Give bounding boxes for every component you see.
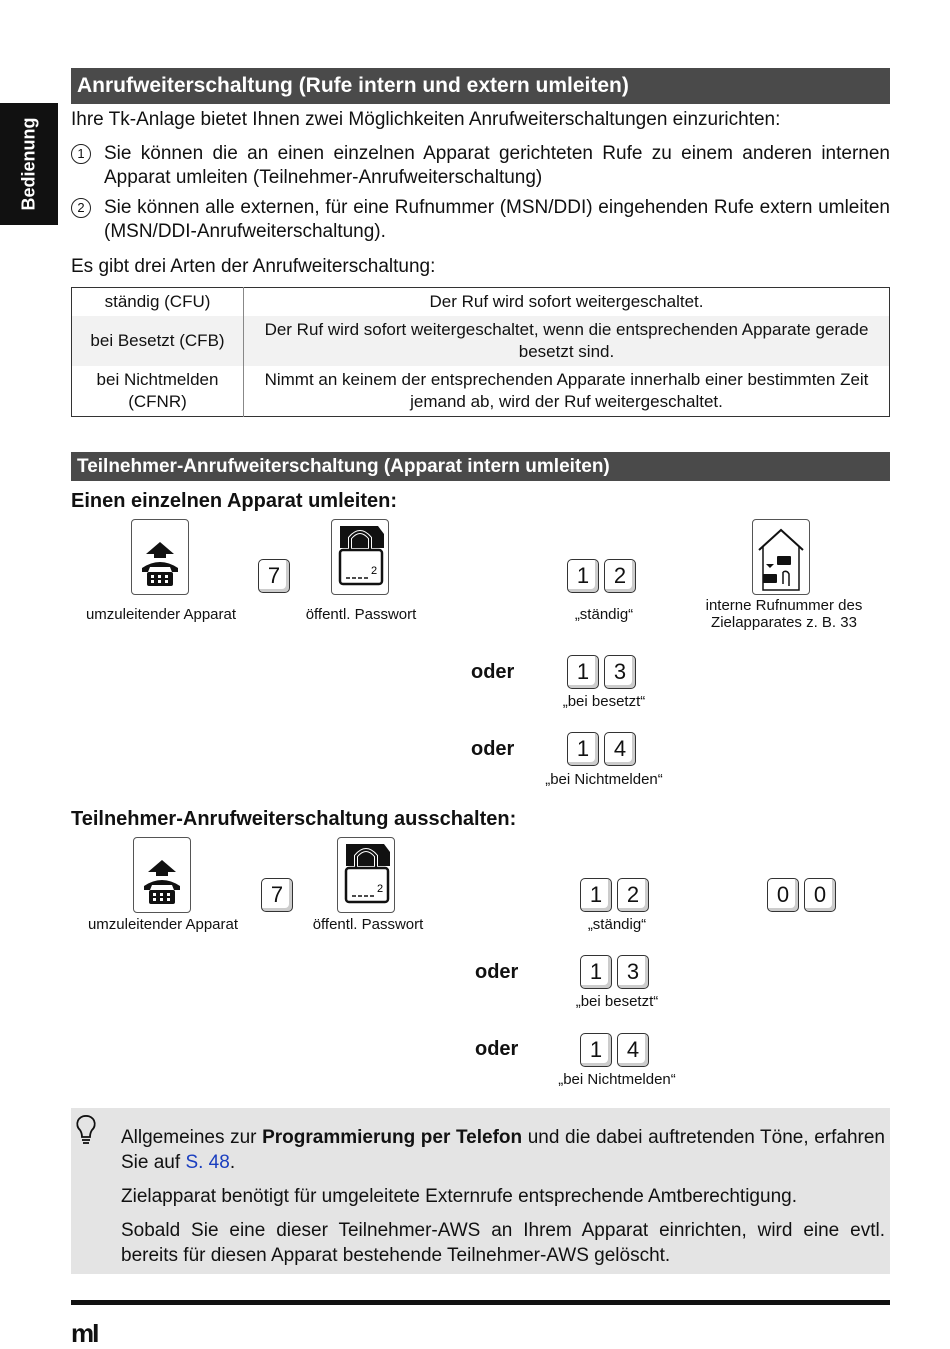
keys-13: 1 3 (580, 955, 654, 989)
lightbulb-icon (75, 1114, 97, 1153)
forwarding-types-table (71, 287, 890, 417)
keys-12: 1 2 (580, 878, 654, 912)
key-7: 7 (261, 878, 298, 912)
keys-12: 1 2 (567, 559, 641, 593)
keys-13: 1 3 (567, 655, 641, 689)
key-7: 7 (258, 559, 295, 593)
caption-permanent: „ständig“ (574, 606, 634, 623)
caption-target: interne Rufnummer des Zielapparates z. B. 33 (705, 597, 863, 631)
caption-password: öffentl. Passwort (305, 606, 417, 623)
caption-no-answer: „bei Nichtmelden“ (558, 1071, 676, 1088)
caption-no-answer: „bei Nichtmelden“ (545, 771, 663, 788)
phone-off-hook-icon (133, 837, 191, 913)
footer-rule (71, 1300, 890, 1305)
note-paragraph: Sobald Sie eine dieser Teilnehmer-AWS an Ihrem Apparat einrichten, wird eine evtl. bereits für diesen Apparat bestehende Teilnehmer-AWS gelöscht. (121, 1220, 885, 1266)
caption-permanent: „ständig“ (587, 916, 647, 933)
or-label: oder (475, 1038, 519, 1060)
caption-password: öffentl. Passwort (312, 916, 424, 933)
list-item (71, 142, 890, 190)
caption-phone: umzuleitender Apparat (87, 916, 239, 933)
subheading-forward: Einen einzelnen Apparat umleiten: (71, 490, 397, 512)
table-row (72, 366, 890, 417)
note-paragraph: Zielapparat benötigt für umgeleitete Externrufe entsprechende Amtberechtigung. (121, 1186, 797, 1207)
desc-cell: Der Ruf wird sofort weitergeschaltet. (429, 292, 704, 311)
note-paragraph: Allgemeines zur Programmierung per Telefon und die dabei auftretenden Töne, erfahren Sie auf S. 48. (121, 1127, 886, 1173)
section-heading-internal-forwarding: Teilnehmer-Anrufweiterschaltung (Apparat intern umleiten) (71, 452, 890, 481)
keys-00: 0 0 (767, 878, 841, 912)
or-label: oder (471, 738, 515, 760)
side-tab (0, 103, 58, 225)
table-row (72, 288, 890, 317)
desc-cell: Nimmt an keinem der entsprechenden Apparate innerhalb einer bestimmten Zeit jemand ab, wird der Ruf weitergeschaltet. (264, 370, 869, 411)
keys-14: 1 4 (580, 1033, 654, 1067)
list-item (71, 196, 890, 244)
caption-phone: umzuleitender Apparat (85, 606, 237, 623)
section-heading-call-forwarding: Anrufweiterschaltung (Rufe intern und extern umleiten) (71, 68, 890, 104)
note-box (71, 1108, 890, 1274)
type-cell: ständig (CFU) (72, 288, 244, 317)
side-tab-label: Bedienung (18, 117, 39, 211)
or-label: oder (471, 661, 515, 683)
password-digit: 2 (377, 883, 384, 895)
table-row (72, 316, 890, 366)
desc-cell: Der Ruf wird sofort weitergeschaltet, wenn die entsprechenden Apparate gerade besetzt sind. (244, 316, 890, 366)
type-cell: bei Besetzt (CFB) (72, 316, 244, 366)
footer-logo: mI (71, 1318, 98, 1348)
page-link[interactable]: S. 48 (185, 1152, 230, 1173)
phone-off-hook-icon (131, 519, 189, 595)
circled-number: 2 (71, 198, 91, 218)
list-item-text: Sie können die an einen einzelnen Apparat gerichteten Rufe zu einem anderen internen Apparat umleiten (Teilnehmer-Anrufweiterschaltung) (104, 143, 890, 188)
subheading-disable: Teilnehmer-Anrufweiterschaltung ausschalten: (71, 808, 517, 830)
password-digit: 2 (371, 565, 378, 577)
circled-number: 1 (71, 144, 91, 164)
caption-busy: „bei besetzt“ (562, 693, 646, 710)
keys-14: 1 4 (567, 732, 641, 766)
house-phone-icon (752, 519, 810, 595)
intro-text: Ihre Tk-Anlage bietet Ihnen zwei Möglichkeiten Anrufweiterschaltungen einzurichten: (71, 109, 781, 130)
or-label: oder (475, 961, 519, 983)
type-cell: bei Nichtmelden (CFNR) (72, 366, 244, 417)
padlock-password-icon (337, 837, 395, 913)
types-intro: Es gibt drei Arten der Anrufweiterschaltung: (71, 256, 436, 277)
list-item-text: Sie können alle externen, für eine Rufnummer (MSN/DDI) eingehenden Rufe extern umleiten (MSN/DDI-Anrufweiterschaltung). (104, 197, 890, 242)
caption-busy: „bei besetzt“ (575, 993, 659, 1010)
padlock-password-icon (331, 519, 389, 595)
